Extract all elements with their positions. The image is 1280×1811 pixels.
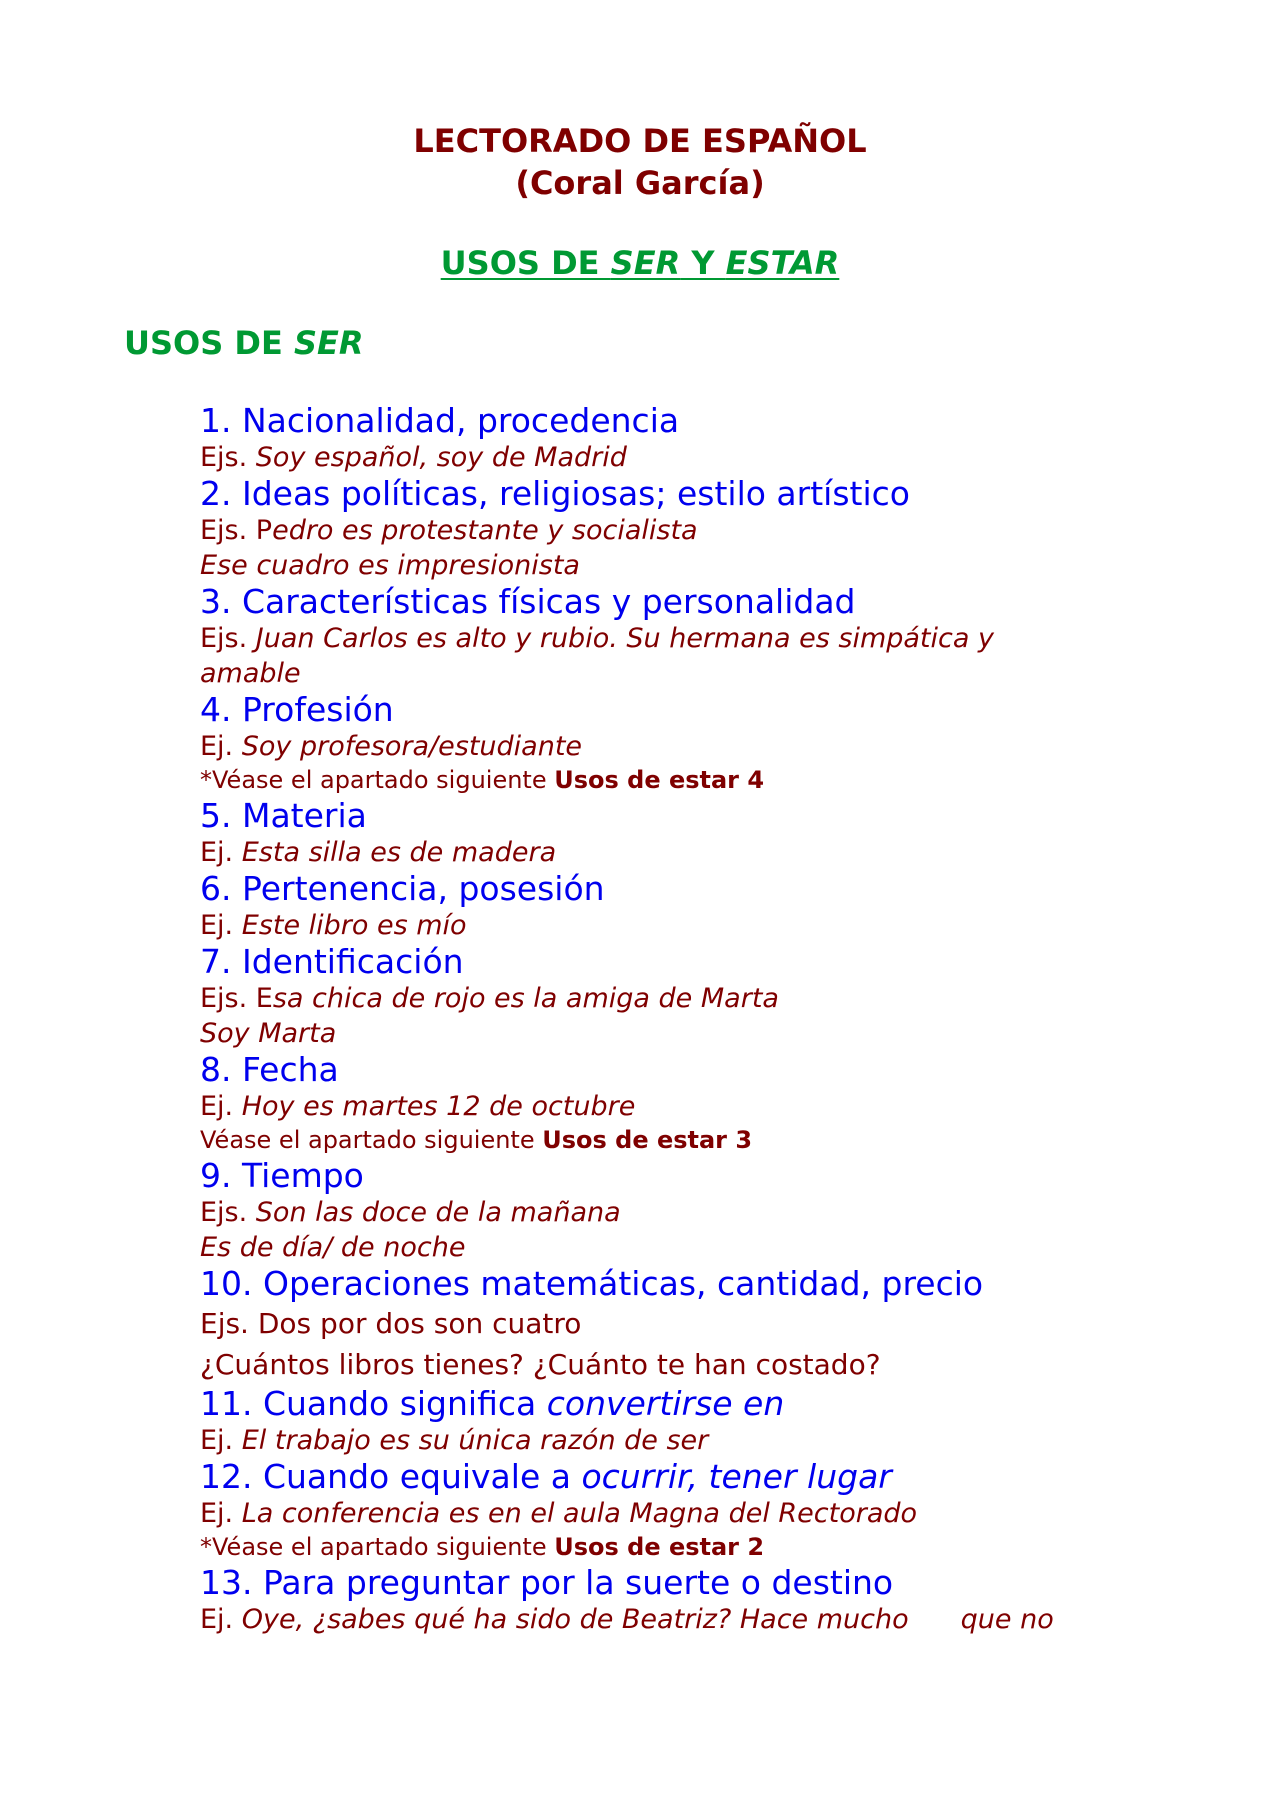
example-line [200,440,1200,475]
example-line [200,981,1200,1016]
cross-reference-note [200,764,1200,797]
item-heading: 2. Ideas políticas, religiosas; estilo artístico [200,474,910,513]
document-title: LECTORADO DE ESPAÑOL [413,122,867,160]
example-line [200,729,1200,764]
example-text: Ese cuadro es impresionista [200,550,580,581]
item-heading: 13. Para preguntar por la suerte o destino [200,1563,894,1602]
subtitle-estar: ESTAR [725,244,840,282]
subtitle-prefix: USOS DE [440,244,611,282]
subtitle-and: Y [680,244,726,282]
example-text: ¿Cuántos libros tienes? ¿Cuánto te han costado? [200,1348,881,1381]
section-prefix: USOS DE [124,324,294,362]
document-subtitle [0,244,1280,282]
item-heading: 7. Identificación [200,942,464,981]
example-text: Es de día/ de noche [200,1232,466,1263]
example-line [200,1195,1200,1230]
example-label: Ej. [200,1091,242,1122]
example-label: Ejs. P [200,515,273,546]
example-text: sa chica de rojo es la amiga de Marta [272,983,779,1014]
example-text: Este libro es mío [241,910,467,941]
item-heading [200,1385,1200,1423]
example-line [200,621,1200,656]
section-heading [124,324,364,362]
uses-list [200,402,1200,1637]
example-text: El trabajo es su única razón de ser [241,1425,709,1456]
section-verb: SER [293,324,364,362]
example-text: Soy profesora/estudiante [241,731,583,762]
example-label: Ej. [200,1604,242,1635]
example-text-continued: que no [960,1604,1054,1635]
subtitle-ser: SER [610,244,681,282]
example-label: Ejs. [200,623,256,654]
note-text: *Véase el apartado siguiente [200,766,555,794]
example-text: edro es protestante y socialista [272,515,698,546]
item-heading: 1. Nacionalidad, procedencia [200,401,680,440]
note-reference: Usos de estar 2 [554,1533,765,1561]
item-heading: 8. Fecha [200,1050,339,1089]
example-label: Ej. [200,1498,242,1529]
item-heading: 10. Operaciones matemáticas, cantidad, precio [200,1264,984,1303]
item-heading: 4. Profesión [200,690,394,729]
example-label: Ej. [200,910,242,941]
item-heading: 5. Materia [200,796,367,835]
example-text: Son las doce de la mañana [255,1197,621,1228]
item-heading: 9. Tiempo [200,1156,364,1195]
cross-reference-note [200,1531,1200,1564]
example-label: Ejs. E [200,983,273,1014]
cross-reference-note [200,1124,1200,1157]
example-line [200,1602,1200,1637]
example-line [200,1423,1200,1458]
example-line [200,908,1200,943]
example-text: La conferencia es en el aula Magna del Rectorado [241,1498,918,1529]
example-text: Soy Marta [200,1018,337,1049]
item-heading [200,1458,1200,1496]
example-line [200,513,1200,548]
example-line [200,835,1200,870]
example-label: Ej. [200,837,242,868]
example-label: Ej. [200,731,242,762]
document-author: (Coral García) [515,164,765,202]
example-text: Esta silla es de madera [241,837,557,868]
item-heading-text: 12. Cuando equivale a [200,1457,582,1496]
example-text: Oye, ¿sabes qué ha sido de Beatriz? Hace mucho [241,1604,909,1635]
example-text: amable [200,658,301,689]
example-label: Ej. [200,1425,242,1456]
item-heading-text: 11. Cuando significa [200,1384,547,1423]
item-heading-italic: convertirse en [546,1384,785,1423]
example-text: Hoy es martes 12 de octubre [241,1091,636,1122]
note-reference: Usos de estar 3 [542,1126,753,1154]
example-line [200,1496,1200,1531]
item-heading: 3. Características físicas y personalidad [200,582,856,621]
note-text: *Véase el apartado siguiente [200,1533,555,1561]
example-text: Ejs. Dos por dos son cuatro [200,1307,582,1340]
example-text: Soy español, soy de Madrid [255,442,627,473]
example-line [200,1089,1200,1124]
note-text: Véase el apartado siguiente [200,1126,543,1154]
example-text: Juan Carlos es alto y rubio. Su hermana es simpática y [255,623,994,654]
example-label: Ejs. [200,442,256,473]
item-heading: 6. Pertenencia, posesión [200,869,605,908]
item-heading-italic: ocurrir, tener lugar [581,1457,892,1496]
note-reference: Usos de estar 4 [554,766,765,794]
example-label: Ejs. [200,1197,256,1228]
